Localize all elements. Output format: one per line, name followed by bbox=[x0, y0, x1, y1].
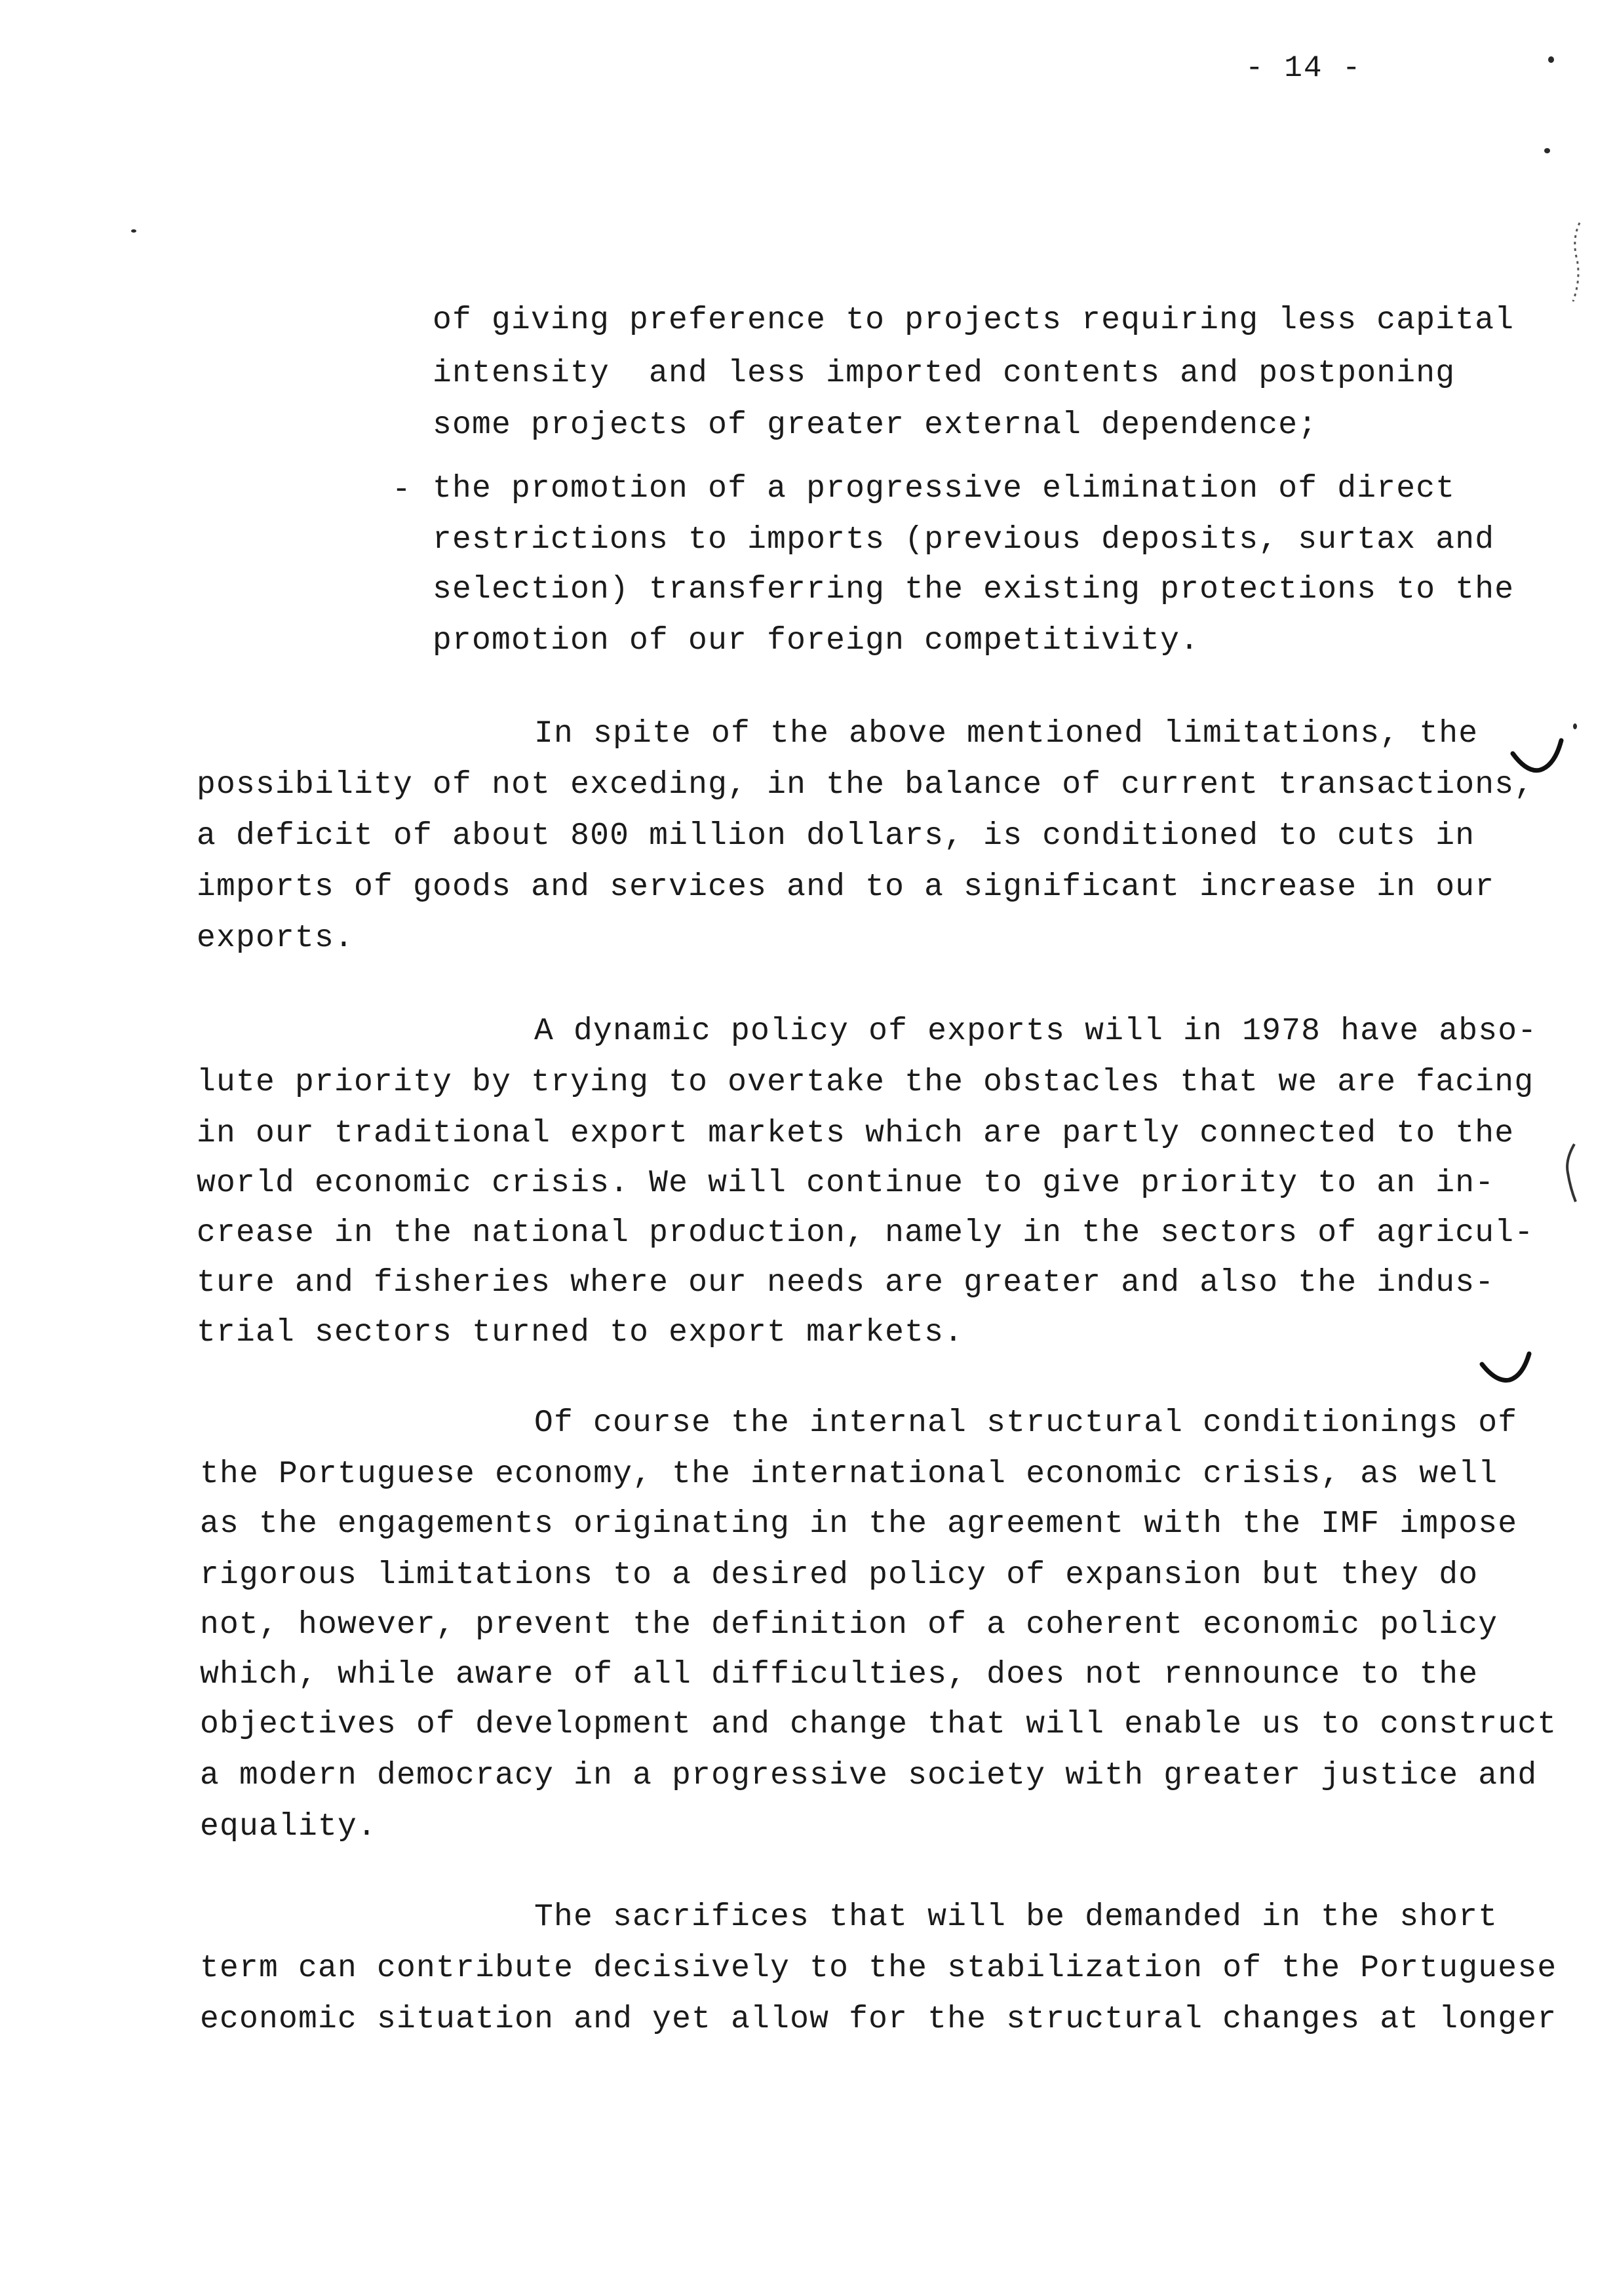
paragraph-2-line: A dynamic policy of exports will in 1978 have abso- bbox=[534, 1014, 1538, 1049]
paragraph-1-line: a deficit of about 800 million dollars, is conditioned to cuts in bbox=[197, 818, 1475, 854]
checkmark-icon bbox=[1508, 734, 1566, 793]
paragraph-2-line: crease in the national production, namely in the sectors of agricul- bbox=[197, 1215, 1534, 1251]
paragraph-3-line: Of course the internal structural conditionings of bbox=[534, 1406, 1518, 1441]
paragraph-1-line: possibility of not exceding, in the balance of current transactions, bbox=[197, 767, 1534, 803]
paragraph-3-line: the Portuguese economy, the international economic crisis, as well bbox=[200, 1457, 1498, 1492]
scan-speck bbox=[1548, 56, 1554, 63]
paragraph-3-line: as the engagements originating in the agreement with the IMF impose bbox=[200, 1506, 1518, 1542]
bullet-item-line: promotion of our foreign competitivity. bbox=[433, 623, 1200, 659]
margin-scribble-icon bbox=[1565, 220, 1591, 305]
checkmark-icon bbox=[1478, 1350, 1537, 1402]
paragraph-2-line: lute priority by trying to overtake the obstacles that we are facing bbox=[197, 1065, 1534, 1100]
paragraph-3-line: not, however, prevent the definition of a coherent economic policy bbox=[200, 1607, 1498, 1643]
paragraph-2-line: ture and fisheries where our needs are greater and also the indus- bbox=[197, 1265, 1495, 1301]
paragraph-4-line: term can contribute decisively to the stabilization of the Portuguese bbox=[200, 1951, 1557, 1986]
bullet-item-line: selection) transferring the existing protections to the bbox=[433, 572, 1515, 607]
scan-speck bbox=[131, 229, 136, 233]
paragraph-2-line: trial sectors turned to export markets. bbox=[197, 1315, 964, 1350]
list-continuation-line: intensity and less imported contents and postponing bbox=[433, 356, 1456, 391]
list-continuation-line: some projects of greater external dependence; bbox=[433, 408, 1318, 443]
bullet-marker: - bbox=[392, 472, 411, 508]
bullet-item-line: the promotion of a progressive elimination of direct bbox=[433, 471, 1456, 507]
paragraph-2-line: in our traditional export markets which are partly connected to the bbox=[197, 1116, 1515, 1151]
paragraph-1-line: In spite of the above mentioned limitations, the bbox=[534, 716, 1479, 752]
scan-speck bbox=[1573, 723, 1577, 729]
paragraph-4-line: The sacrifices that will be demanded in the short bbox=[534, 1900, 1498, 1935]
paragraph-1-line: imports of goods and services and to a significant increase in our bbox=[197, 870, 1495, 905]
scan-speck bbox=[1544, 148, 1550, 153]
paragraph-3-line: objectives of development and change that will enable us to construct bbox=[200, 1707, 1557, 1742]
paragraph-3-line: equality. bbox=[200, 1809, 378, 1845]
list-continuation-line: of giving preference to projects requiring less capital bbox=[433, 303, 1515, 338]
paragraph-1-line: exports. bbox=[197, 921, 355, 956]
paragraph-3-line: a modern democracy in a progressive society with greater justice and bbox=[200, 1758, 1538, 1793]
paragraph-2-line: world economic crisis. We will continue to give priority to an in- bbox=[197, 1166, 1495, 1201]
bullet-item-line: restrictions to imports (previous deposits, surtax and bbox=[433, 522, 1495, 558]
paragraph-4-line: economic situation and yet allow for the structural changes at longer bbox=[200, 2002, 1557, 2037]
paragraph-3-line: rigorous limitations to a desired policy of expansion but they do bbox=[200, 1558, 1479, 1593]
paragraph-3-line: which, while aware of all difficulties, does not rennounce to the bbox=[200, 1657, 1479, 1693]
page-number: - 14 - bbox=[1245, 51, 1362, 85]
margin-bracket-icon bbox=[1557, 1140, 1584, 1206]
